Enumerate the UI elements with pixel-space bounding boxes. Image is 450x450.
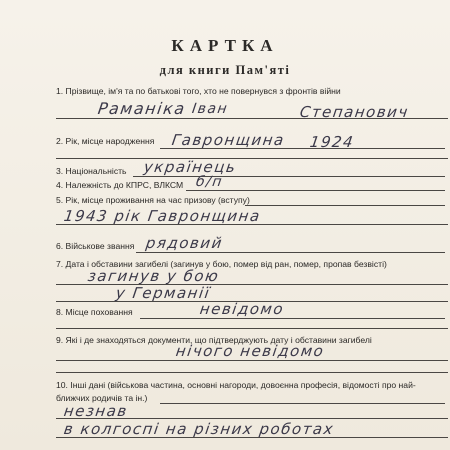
field-6-value: рядовий [144,234,225,252]
field-9-underline [56,360,448,361]
field-10-label-1: 10. Інші дані (військова частина, основні нагороди, довоєнна професія, відомості про най- [56,380,416,390]
card-title: КАРТКА [171,36,279,55]
field-10-underline-2 [56,418,448,419]
field-2-label: 2. Рік, місце народження [56,136,155,146]
field-1-patronymic: Степанович [298,103,411,121]
field-8-label: 8. Місце поховання [56,307,133,317]
field-4-label: 4. Належність до КПРС, ВЛКСМ [56,180,184,190]
field-10-underline-3 [56,437,448,438]
field-7-value-1: загинув у бою [86,267,221,285]
field-10-underline-1 [160,403,445,404]
field-3-value: українець [142,158,238,176]
field-4-underline [186,190,445,191]
field-1-underline [56,118,448,119]
field-7-label: 7. Дата і обставини загибелі (загинув у бою, помер від ран, помер, пропав безвісті) [56,259,387,269]
field-6-label: 6. Військове звання [56,241,135,251]
field-10-value-2: в колгоспі на різних роботах [62,420,336,438]
field-3-underline [133,176,445,177]
field-2-underline [160,148,445,149]
field-5-underline [245,205,445,206]
field-5-underline-2 [56,224,448,225]
field-7-underline-1 [56,284,448,285]
card-subtitle: для книги Пам'яті [159,63,291,77]
field-8-value: невідомо [198,300,286,318]
field-1-name: Іван [190,101,230,117]
field-5-value: 1943 рік Гавронщина [62,207,262,225]
field-2-underline-2 [56,158,448,159]
field-1-label: 1. Прізвище, ім'я та по батькові того, хто не повернувся з фронтів війни [56,86,341,96]
field-5-label: 5. Рік, місце проживання на час призову (вступу) [56,195,250,205]
field-10-value-1: незнав [62,402,130,420]
field-8-underline [140,318,445,319]
field-9-label: 9. Які і де знаходяться документи, що підтверджують дату і обставини загибелі [56,335,372,345]
field-10-label-2: ближчих родичів та ін.) [56,393,148,403]
field-8-underline-2 [56,328,448,329]
field-3-label: 3. Національність [56,166,127,176]
field-9-value: нічого невідомо [174,342,326,360]
field-6-underline [136,252,445,253]
field-2-year: 1924 [308,133,356,151]
field-4-value: б/п [194,174,225,190]
field-2-place: Гавронщина [170,131,287,149]
field-7-value-2: у Германії [114,284,212,302]
field-1-surname: Раманіка [96,99,188,118]
field-9-underline-2 [56,372,448,373]
